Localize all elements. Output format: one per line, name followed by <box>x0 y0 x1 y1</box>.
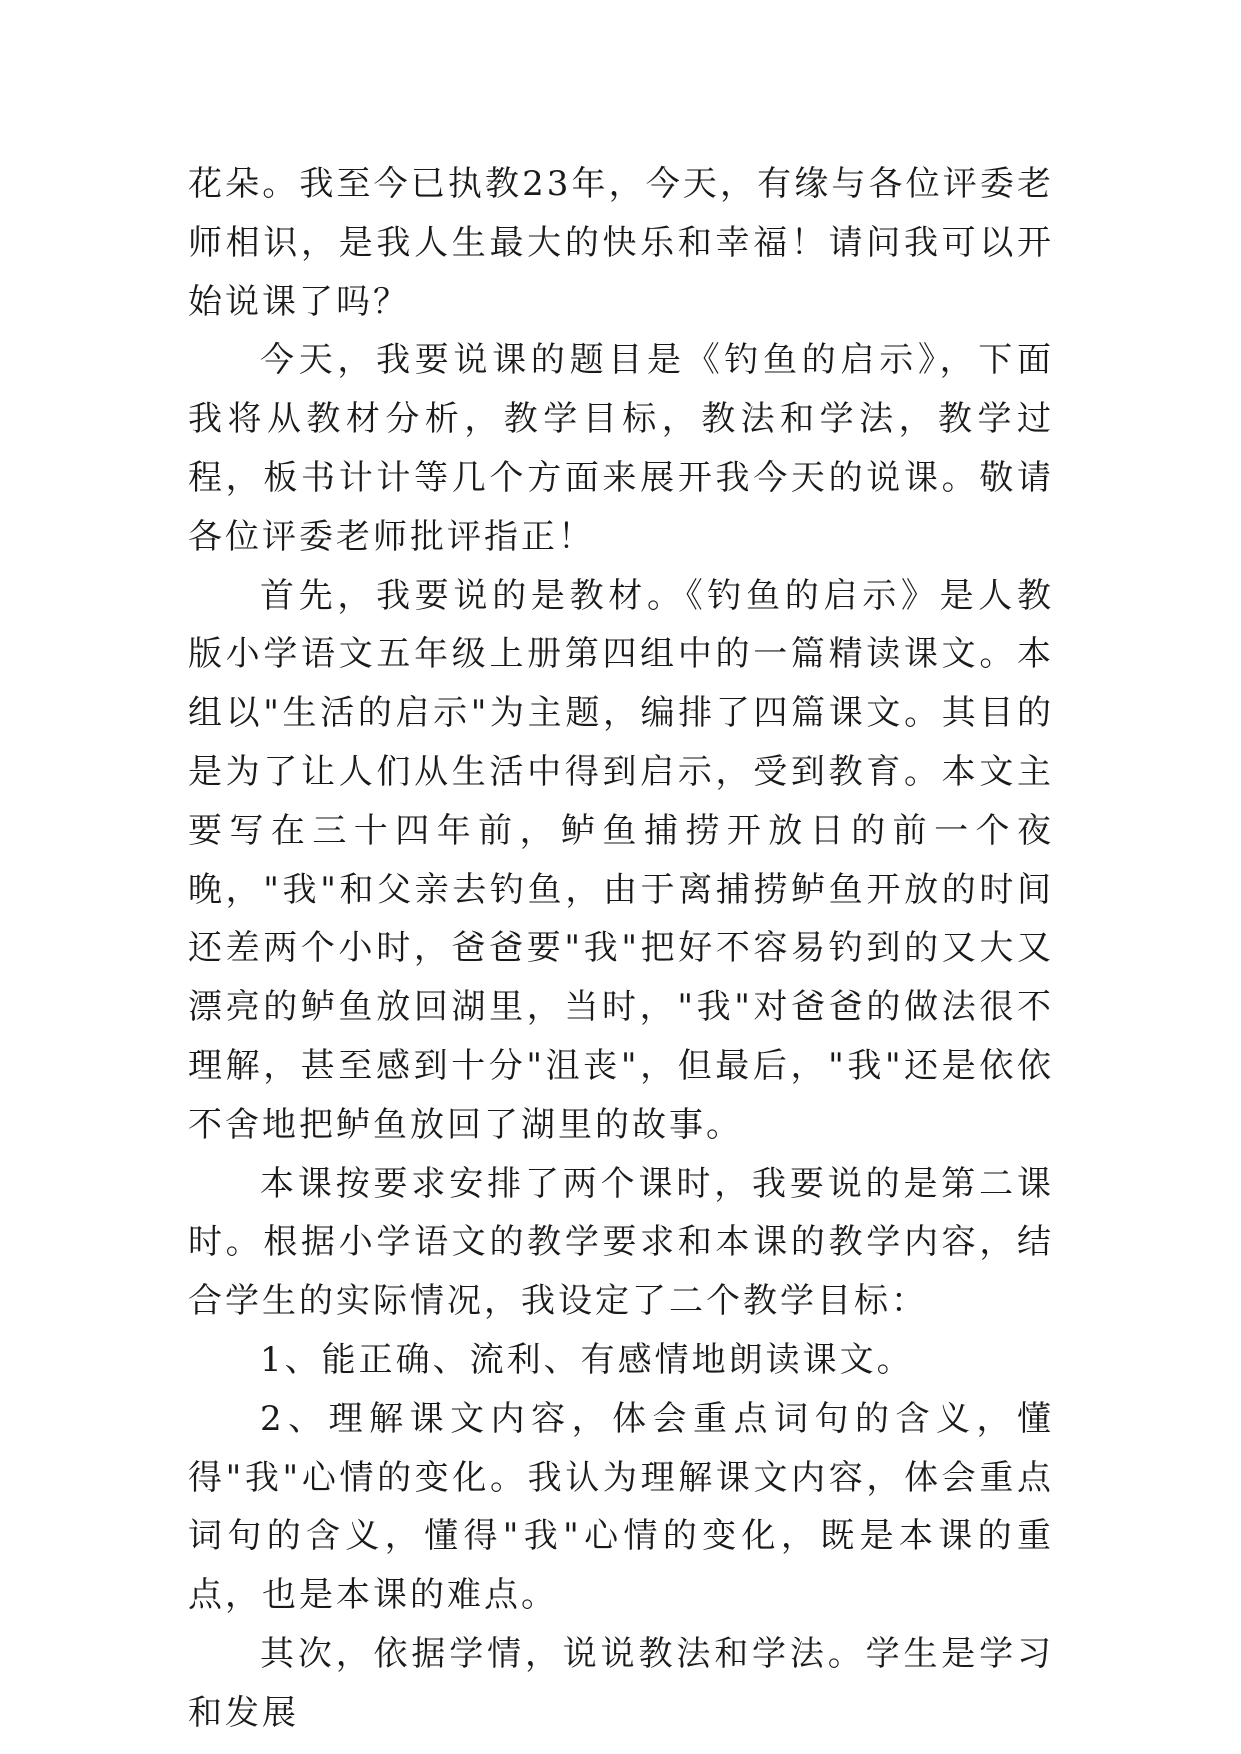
paragraph-lesson-plan: 本课按要求安排了两个课时，我要说的是第二课时。根据小学语文的教学要求和本课的教学内容，结合学生的实际情况，我设定了二个教学目标： <box>188 1163 1054 1322</box>
body-text <box>188 155 1054 1743</box>
paragraph-methods: 其次，依据学情，说说教法和学法。学生是学习和发展 <box>188 1633 1054 1733</box>
paragraph-textbook: 首先，我要说的是教材。《钓鱼的启示》是人教版小学语文五年级上册第四组中的一篇精读课文。本组以"生活的启示"为主题，编排了四篇课文。其目的是为了让人们从生活中得到启示，受到教育。本文主要写在三十四年前，鲈鱼捕捞开放日的前一个夜晚，"我"和父亲去钓鱼，由于离捕捞鲈鱼开放的时间还差两个小时，爸爸要"我"把好不容易钓到的又大又漂亮的鲈鱼放回湖里，当时，"我"对爸爸的做法很不理解，甚至感到十分"沮丧"，但最后，"我"还是依依不舍地把鲈鱼放回了湖里的故事。 <box>188 575 1054 1145</box>
paragraph-goal-1: 1、能正确、流利、有感情地朗读课文。 <box>260 1339 914 1380</box>
paragraph-topic: 今天，我要说课的题目是《钓鱼的启示》，下面我将从教材分析，教学目标，教法和学法，教学过程，板书计计等几个方面来展开我今天的说课。敬请各位评委老师批评指正！ <box>188 340 1054 557</box>
paragraph-goal-2: 2、理解课文内容，体会重点词句的含义，懂得"我"心情的变化。我认为理解课文内容，体会重点词句的含义，懂得"我"心情的变化，既是本课的重点，也是本课的难点。 <box>188 1398 1054 1616</box>
paragraph-continued: 花朵。我至今已执教23年，今天，有缘与各位评委老师相识，是我人生最大的快乐和幸福！请问我可以开始说课了吗？ <box>188 164 1054 322</box>
